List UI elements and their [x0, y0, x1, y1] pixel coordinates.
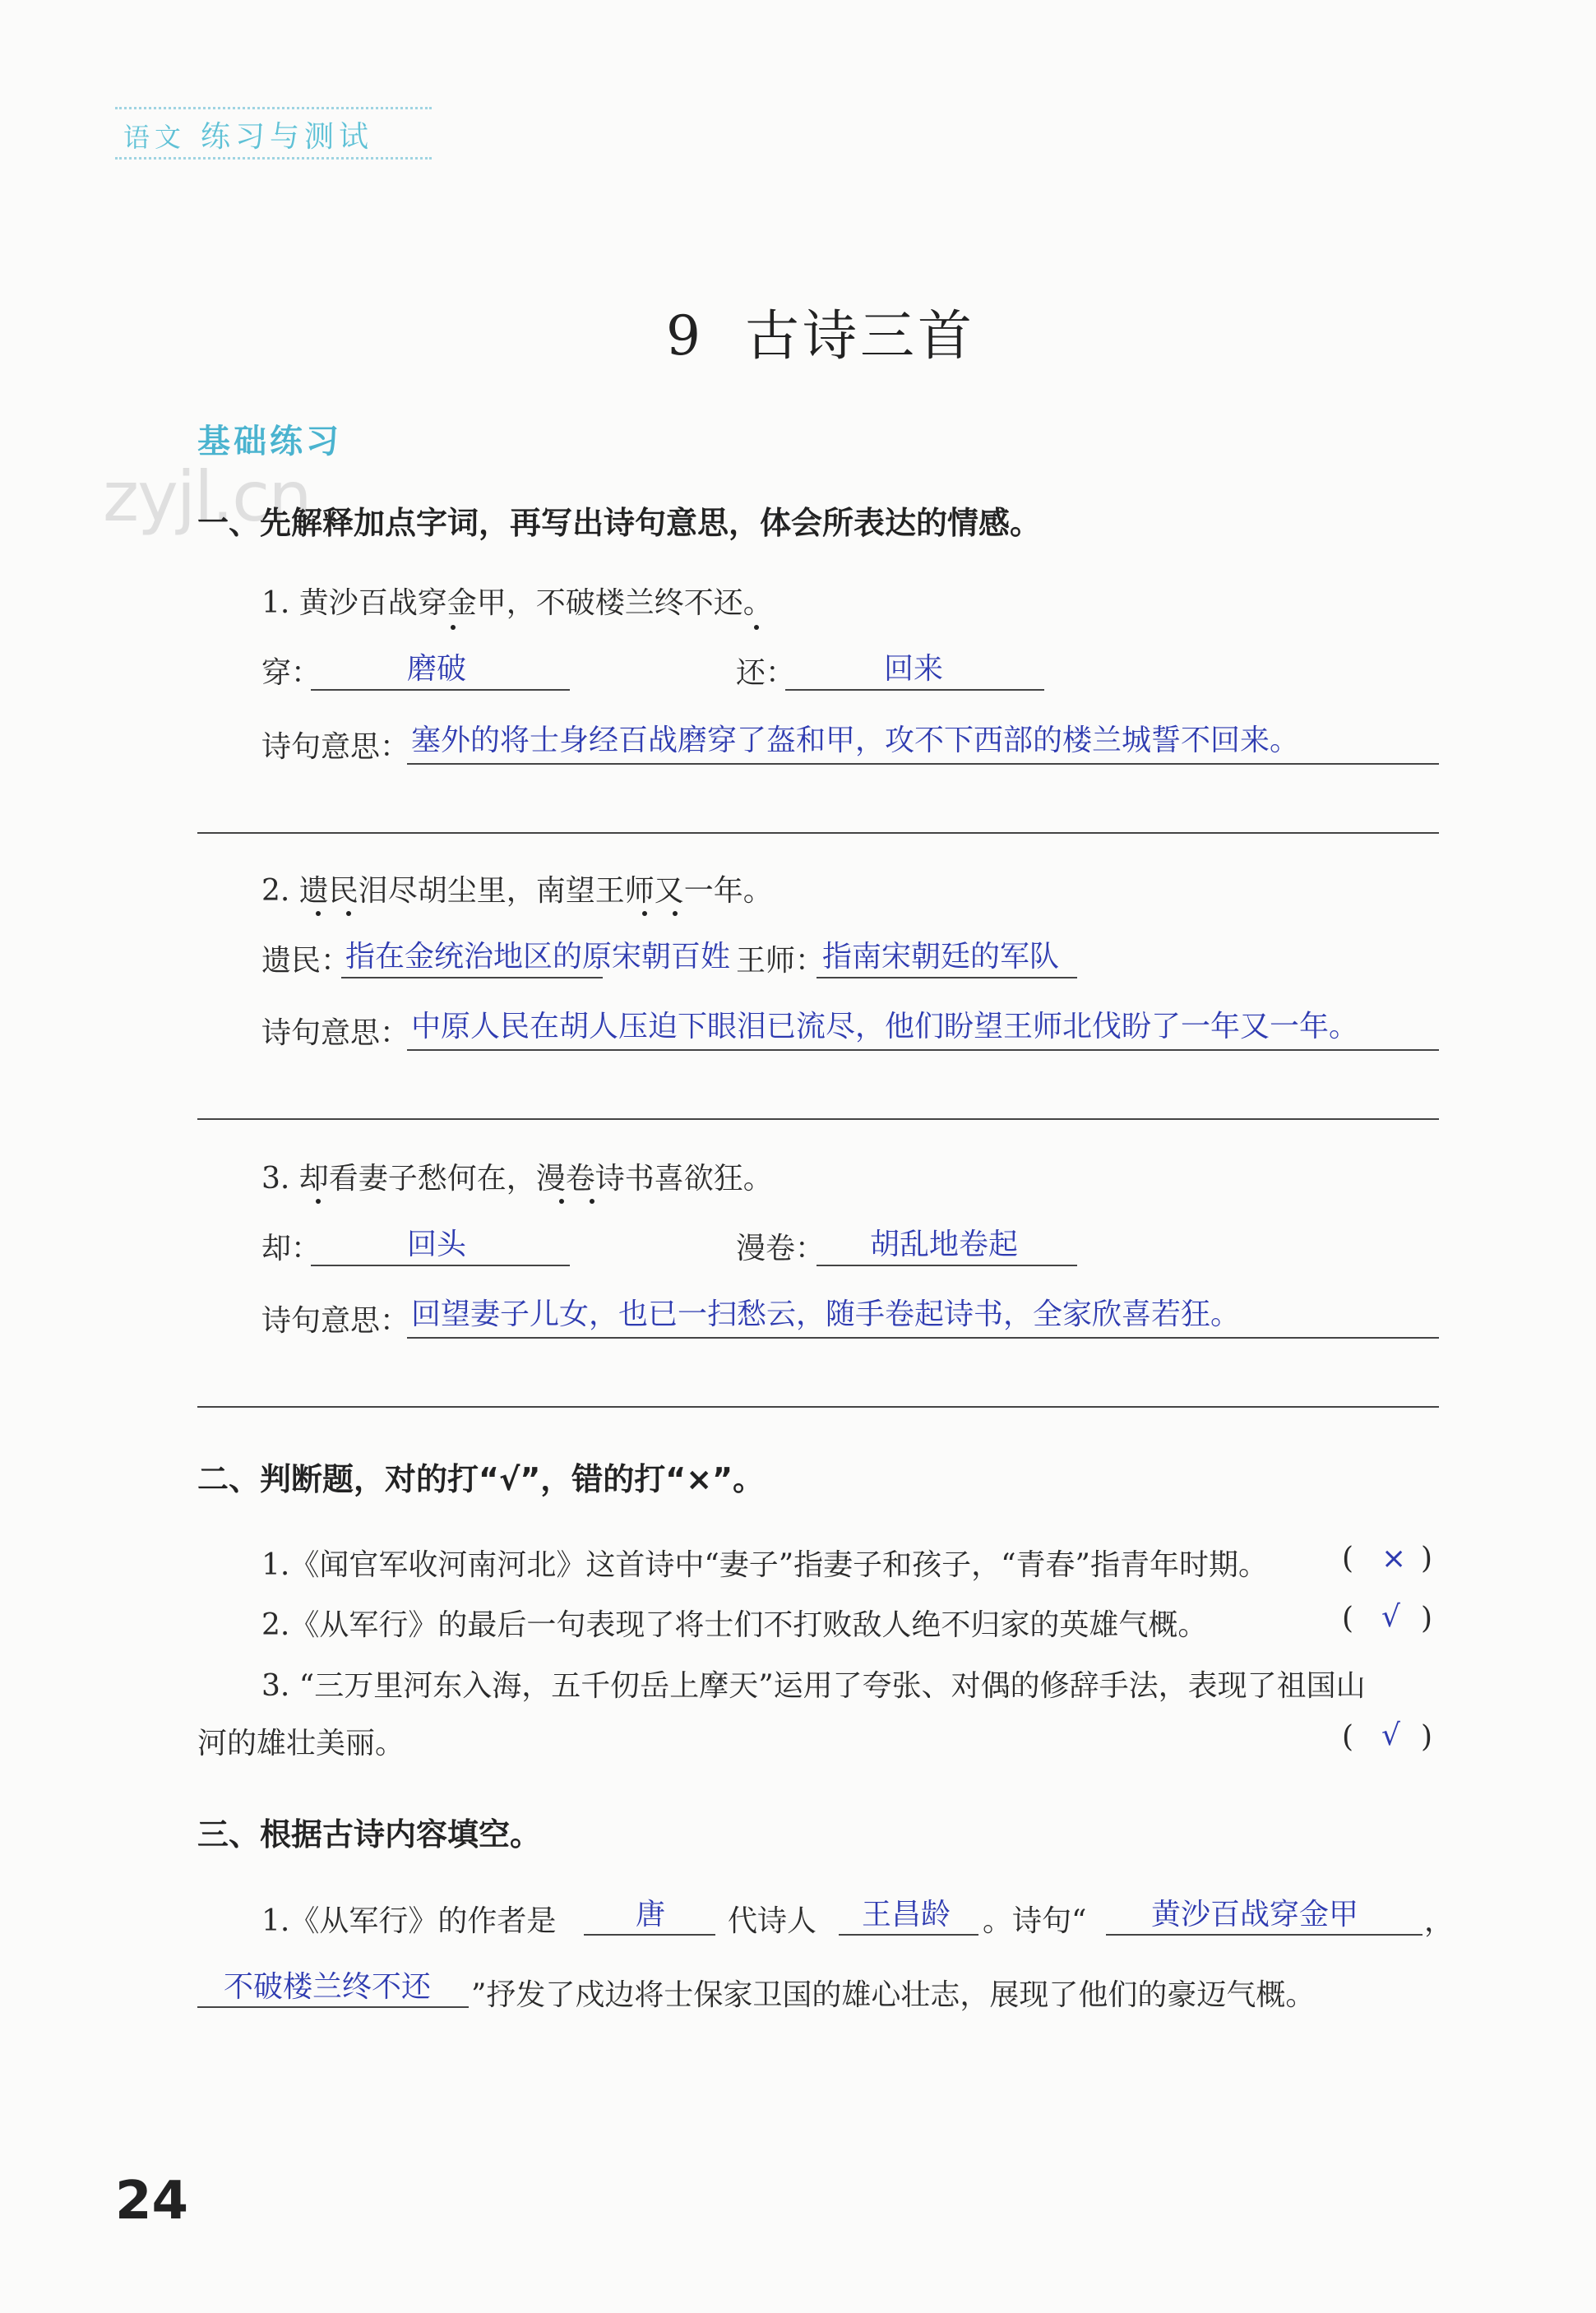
q1-label-b: 还： [736, 656, 796, 690]
answer-line [584, 1934, 715, 1936]
answer-line [311, 1265, 570, 1266]
emphasis-dot [316, 911, 321, 916]
judge-item-3-cont: 河的雄壮美丽。 [197, 1727, 405, 1760]
judge-answer-1: × [1381, 1542, 1407, 1575]
answer-line [407, 763, 1439, 765]
emphasis-dot [451, 625, 456, 630]
answer-line [839, 1934, 978, 1936]
header-book: 练习与测试 [201, 120, 374, 154]
judge-answer-2: √ [1381, 1600, 1400, 1634]
judge-item-1: 1.《闻官军收河南河北》这首诗中“妻子”指妻子和孩子，“青春”指青年时期。 [261, 1548, 1268, 1582]
q3-answer-a: 回头 [407, 1228, 467, 1261]
q2-meaning: 中原人民在胡人压迫下眼泪已流尽，他们盼望王师北伐盼了一年又一年。 [411, 1010, 1359, 1043]
fill-seg-5: ”抒发了戍边将士保家卫国的雄心壮志，展现了他们的豪迈气概。 [471, 1978, 1316, 2012]
q2-meaning-label: 诗句意思： [261, 1016, 410, 1050]
paren-close: ) [1421, 1602, 1433, 1635]
answer-line [197, 1118, 1439, 1120]
paren-close: ) [1421, 1720, 1433, 1754]
answer-line [817, 977, 1077, 978]
page-number: 24 [115, 2171, 189, 2232]
q1-meaning: 塞外的将士身经百战磨穿了盔和甲，攻不下西部的楼兰城誓不回来。 [411, 724, 1300, 757]
emphasis-dot [346, 911, 351, 916]
answer-line [785, 689, 1044, 691]
part2-heading: 二、判断题，对的打“√”，错的打“×”。 [197, 1461, 765, 1497]
q1-label-a: 穿： [261, 656, 322, 690]
fill-blank-1: 唐 [636, 1898, 666, 1931]
q1-answer-b: 回来 [884, 652, 944, 686]
paren-close: ) [1421, 1542, 1433, 1575]
fill-seg-3: 。诗句“ [983, 1904, 1087, 1938]
answer-line [197, 2006, 469, 2008]
emphasis-dot [754, 625, 759, 630]
fill-seg-4: ， [1424, 1904, 1455, 1938]
emphasis-dot [559, 1199, 564, 1204]
lesson-title-text: 古诗三首 [745, 304, 975, 368]
answer-line [1106, 1934, 1423, 1936]
answer-line [407, 1049, 1439, 1051]
emphasis-dot [316, 1199, 321, 1204]
q2-answer-b: 指南宋朝廷的军队 [822, 940, 1060, 974]
q1-meaning-label: 诗句意思： [261, 730, 410, 764]
q3-line: 3. 却看妻子愁何在，漫卷诗书喜欲狂。 [261, 1162, 773, 1196]
watermark: zyjl.cn [103, 456, 311, 537]
answer-line [197, 832, 1439, 834]
lesson-title [666, 292, 975, 370]
q3-label-b: 漫卷： [736, 1232, 826, 1265]
fill-seg-2: 代诗人 [728, 1904, 817, 1938]
paren-open: ( [1342, 1720, 1354, 1754]
fill-blank-4: 不破楼兰终不还 [224, 1970, 432, 2004]
part3-heading: 三、根据古诗内容填空。 [197, 1816, 542, 1853]
q3-label-a: 却： [261, 1232, 322, 1265]
q2-line: 2. 遗民泪尽胡尘里，南望王师又一年。 [261, 874, 773, 908]
emphasis-dot [590, 1199, 594, 1204]
header-subject: 语文 [123, 122, 187, 153]
q3-meaning-label: 诗句意思： [261, 1304, 410, 1338]
answer-line [311, 689, 570, 691]
header-text [123, 113, 373, 155]
judge-answer-3: √ [1381, 1719, 1400, 1752]
section-tag: 基础练习 [197, 423, 342, 460]
emphasis-dot [673, 911, 678, 916]
q2-label-b: 王师： [736, 944, 826, 978]
judge-item-3: 3. “三万里河东入海，五千仞岳上摩天”运用了夸张、对偶的修辞手法，表现了祖国山 [261, 1669, 1366, 1703]
answer-line [197, 1406, 1439, 1408]
q2-answer-a: 指在金统治地区的原宋朝百姓 [345, 940, 731, 974]
q1-answer-a: 磨破 [407, 652, 467, 686]
part1-heading: 一、先解释加点字词，再写出诗句意思，体会所表达的情感。 [197, 505, 1042, 541]
lesson-number: 9 [666, 304, 704, 368]
q3-answer-b: 胡乱地卷起 [870, 1228, 1019, 1261]
q3-meaning: 回望妻子儿女，也已一扫愁云，随手卷起诗书，全家欣喜若狂。 [411, 1298, 1241, 1331]
fill-seg-1: 1.《从军行》的作者是 [261, 1904, 557, 1938]
answer-line [817, 1265, 1077, 1266]
judge-item-2: 2.《从军行》的最后一句表现了将士们不打败敌人绝不归家的英雄气概。 [261, 1608, 1208, 1642]
answer-line [341, 977, 603, 978]
paren-open: ( [1342, 1602, 1354, 1635]
fill-blank-2: 王昌龄 [862, 1898, 951, 1931]
q2-label-a: 遗民： [261, 944, 351, 978]
q1-line: 1. 黄沙百战穿金甲，不破楼兰终不还。 [261, 586, 773, 620]
fill-blank-3: 黄沙百战穿金甲 [1151, 1898, 1359, 1931]
answer-line [407, 1337, 1439, 1339]
paren-open: ( [1342, 1542, 1354, 1575]
emphasis-dot [642, 911, 647, 916]
